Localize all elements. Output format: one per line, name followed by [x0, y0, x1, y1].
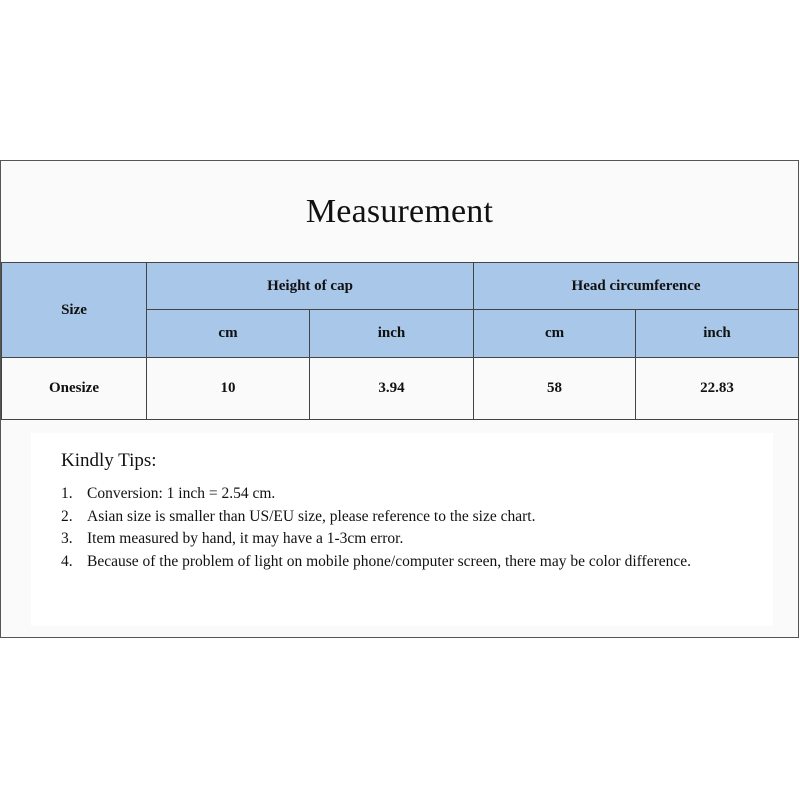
measurement-sheet [0, 160, 799, 638]
value-cell: 22.83 [636, 358, 799, 420]
list-item [61, 528, 701, 551]
tips-box [31, 433, 773, 626]
head-circumference-header: Head circumference [474, 263, 799, 310]
table-row [2, 358, 799, 420]
tip-text: Because of the problem of light on mobile phone/computer screen, there may be color difference. [87, 552, 691, 570]
tip-number: 3. [61, 530, 73, 547]
unit-header-inch: inch [636, 310, 799, 358]
tip-text: Item measured by hand, it may have a 1-3cm error. [87, 530, 404, 547]
unit-header-inch: inch [310, 310, 474, 358]
list-item [61, 506, 701, 529]
tip-number: 4. [61, 552, 73, 570]
list-item [61, 483, 701, 506]
height-of-cap-header: Height of cap [147, 263, 474, 310]
value-cell: 10 [147, 358, 310, 420]
unit-header-cm: cm [474, 310, 636, 358]
value-cell: 3.94 [310, 358, 474, 420]
value-cell: 58 [474, 358, 636, 420]
size-cell: Onesize [2, 358, 147, 420]
list-item [61, 551, 701, 574]
size-table [1, 262, 799, 420]
size-column-header: Size [2, 263, 147, 358]
title-row [1, 161, 798, 262]
tip-number: 2. [61, 507, 73, 525]
page-title: Measurement [305, 192, 494, 230]
unit-header-cm: cm [147, 310, 310, 358]
tip-text: Conversion: 1 inch = 2.54 cm. [87, 485, 276, 502]
tips-list [61, 483, 701, 573]
table-header-row [2, 263, 799, 310]
tip-text: Asian size is smaller than US/EU size, please reference to the size chart. [87, 507, 536, 525]
tip-number: 1. [61, 485, 73, 502]
tips-title: Kindly Tips: [61, 450, 157, 471]
